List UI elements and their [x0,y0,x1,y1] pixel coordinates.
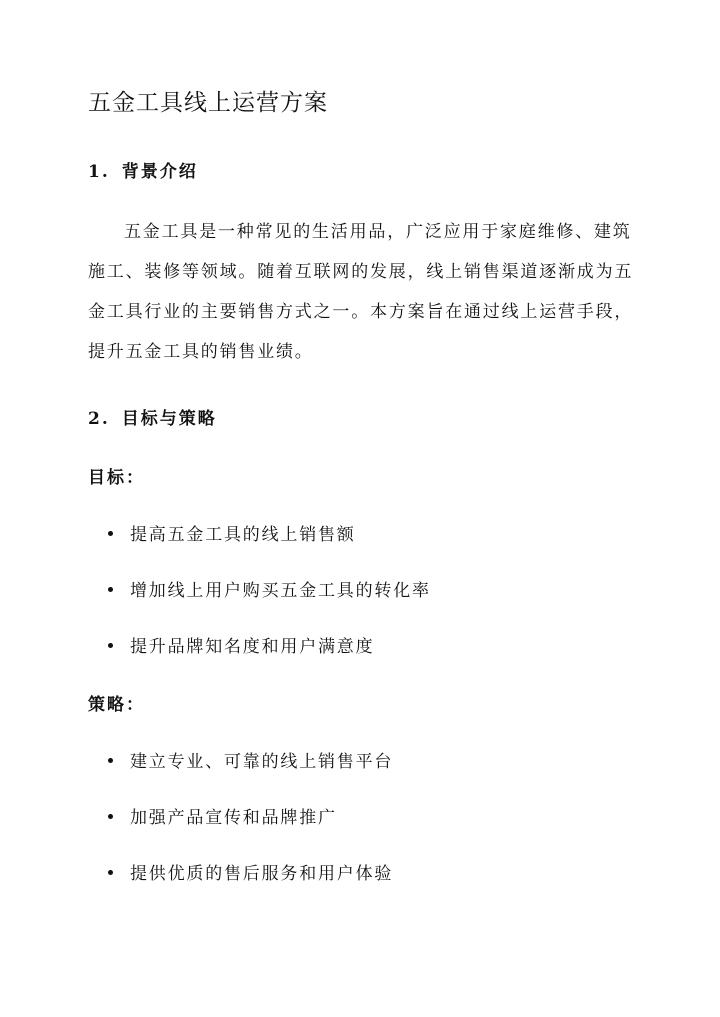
bullet-icon [108,587,113,592]
paragraph-line: 五金工具是一种常见的生活用品，广泛应用于家庭维修、建筑 [124,222,632,242]
list-item [108,576,431,601]
bullet-icon [108,758,113,763]
section-heading-goals-strategies [88,404,217,429]
list-item [108,859,393,884]
paragraph-line: 施工、装修等领域。随着互联网的发展，线上销售渠道逐渐成为五 [88,262,634,282]
section-number: 2. [88,409,110,429]
section-title: 背景介绍 [121,162,198,182]
list-item [108,747,393,772]
background-paragraph [88,212,636,372]
list-item-text: 建立专业、可靠的线上销售平台 [130,752,394,772]
section-title: 目标与策略 [121,409,217,429]
list-item-text: 提供优质的售后服务和用户体验 [130,864,394,884]
section-heading-background [88,157,198,182]
list-item [108,520,356,545]
list-item-text: 提升品牌知名度和用户满意度 [130,637,375,657]
section-number: 1. [88,162,110,182]
bullet-icon [108,870,113,875]
paragraph-line: 提升五金工具的销售业绩。 [88,342,314,362]
goals-label: 目标： [88,468,145,488]
paragraph-line: 金工具行业的主要销售方式之一。本方案旨在通过线上运营手段， [88,302,634,322]
list-item-text: 加强产品宣传和品牌推广 [130,808,337,828]
list-item [108,632,374,657]
list-item-text: 增加线上用户购买五金工具的转化率 [130,581,431,601]
bullet-icon [108,814,113,819]
list-item-text: 提高五金工具的线上销售额 [130,525,356,545]
strategies-label: 策略： [88,695,145,715]
bullet-icon [108,531,113,536]
list-item [108,803,337,828]
document-title: 五金工具线上运营方案 [88,90,328,116]
bullet-icon [108,643,113,648]
